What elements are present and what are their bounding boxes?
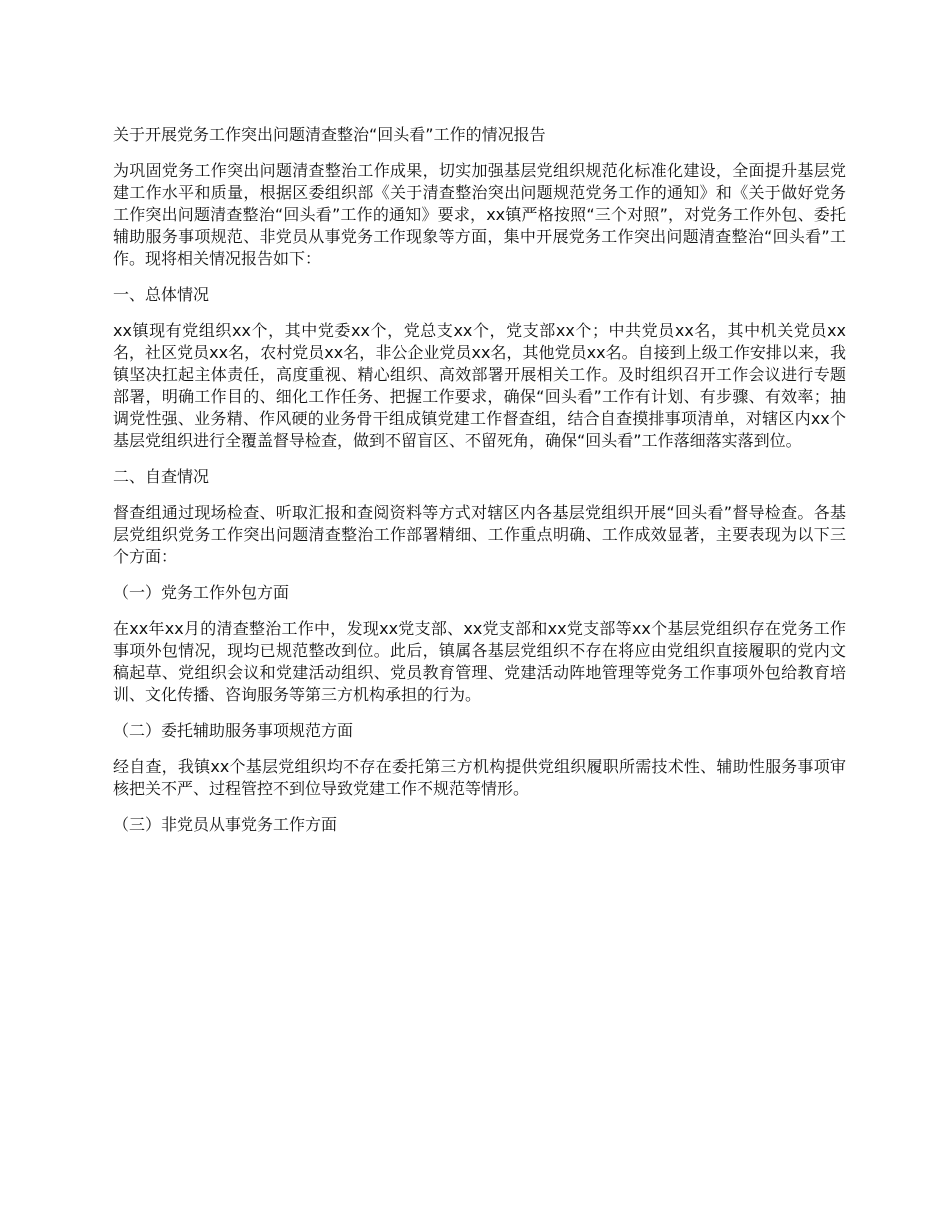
document-title: 关于开展党务工作突出问题清查整治“回头看”工作的情况报告	[113, 125, 546, 144]
subsection-body-entrusted-services: 经自查，我镇xx个基层党组织均不存在委托第三方机构提供党组织履职所需技术性、辅助性服务事项审核把关不严、过程管控不到位导致党建工作不规范等情形。	[113, 757, 846, 798]
subsection-heading-entrusted-services: （二）委托辅助服务事项规范方面	[113, 721, 354, 740]
subsection-heading-non-members: （三）非党员从事党务工作方面	[113, 815, 338, 834]
subsection-heading-outsourcing: （一）党务工作外包方面	[113, 583, 290, 602]
section-heading-self-check: 二、自查情况	[113, 467, 210, 486]
subsection-body-outsourcing: 在xx年xx月的清查整治工作中，发现xx党支部、xx党支部和xx党支部等xx个基层党组织存在党务工作事项外包情况，现均已规范整改到位。此后，镇属各基层党组织不存在将应由党组织直接履职的党内文稿起草、党组织会议和党建活动组织、党员教育管理、党建活动阵地管理等党务工作事项外包给教育培训、文化传播、咨询服务等第三方机构承担的行为。	[113, 619, 846, 704]
document-page	[113, 124, 846, 850]
section-body-self-check: 督查组通过现场检查、听取汇报和查阅资料等方式对辖区内各基层党组织开展“回头看”督导检查。各基层党组织党务工作突出问题清查整治工作部署精细、工作重点明确、工作成效显著，主要表现为以下三个方面：	[113, 503, 846, 566]
section-body-overall: xx镇现有党组织xx个，其中党委xx个，党总支xx个，党支部xx个；中共党员xx名，其中机关党员xx名，社区党员xx名，农村党员xx名，非公企业党员xx名，其他党员xx名。自接到上级工作安排以来，我镇坚决扛起主体责任，高度重视、精心组织、高效部署开展相关工作。及时组织召开工作会议进行专题部署，明确工作目的、细化工作任务、把握工作要求，确保“回头看”工作有计划、有步骤、有效率；抽调党性强、业务精、作风硬的业务骨干组成镇党建工作督查组，结合自查摸排事项清单，对辖区内xx个基层党组织进行全覆盖督导检查，做到不留盲区、不留死角，确保“回头看”工作落细落实落到位。	[113, 321, 846, 450]
section-heading-overall: 一、总体情况	[113, 285, 210, 304]
intro-paragraph: 为巩固党务工作突出问题清查整治工作成果，切实加强基层党组织规范化标准化建设，全面提升基层党建工作水平和质量，根据区委组织部《关于清查整治突出问题规范党务工作的通知》和《关于做好党务工作突出问题清查整治“回头看”工作的通知》要求，xx镇严格按照“三个对照”，对党务工作外包、委托辅助服务事项规范、非党员从事党务工作现象等方面，集中开展党务工作突出问题清查整治“回头看”工作。现将相关情况报告如下：	[113, 161, 846, 268]
